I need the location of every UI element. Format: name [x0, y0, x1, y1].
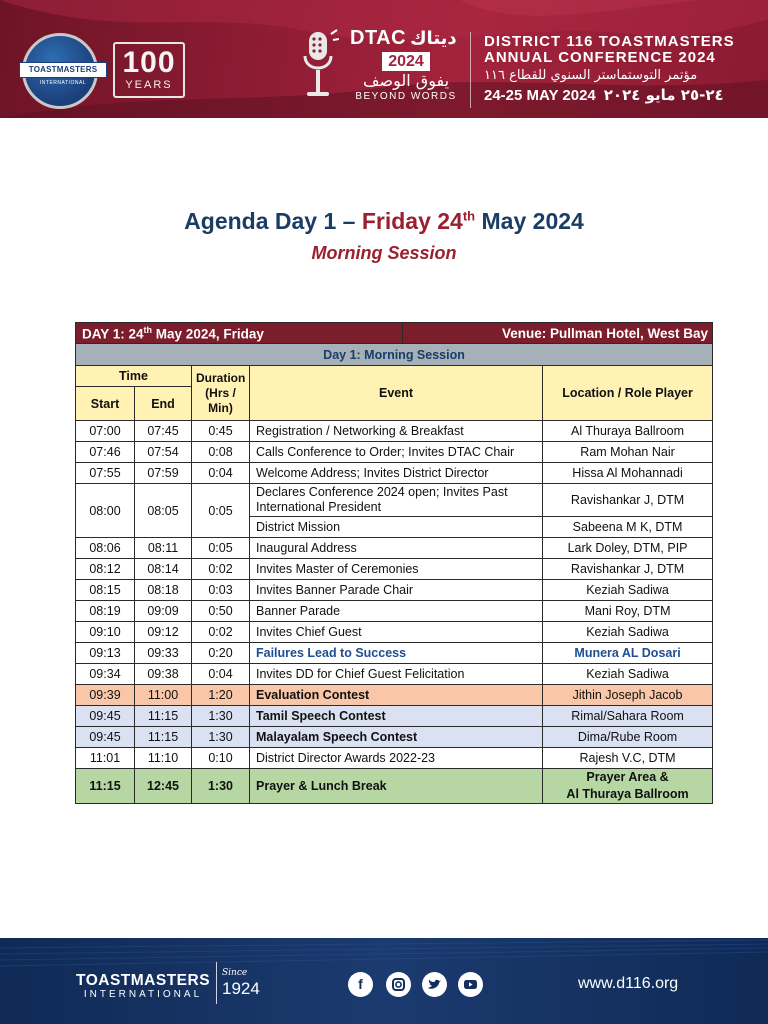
cell-duration: 0:04	[192, 664, 250, 685]
cell-start: 09:13	[76, 643, 135, 664]
header-start: Start	[76, 387, 135, 421]
session-label: Day 1: Morning Session	[76, 344, 713, 366]
cell-start: 09:39	[76, 685, 135, 706]
dtac-name-ar: ديتاك	[410, 28, 457, 49]
cell-start: 08:15	[76, 580, 135, 601]
page-subtitle: Morning Session	[311, 243, 457, 263]
conference-arabic: مؤتمر التوستماستر السنوي للقطاع ١١٦	[484, 68, 698, 83]
title-rest: May 2024	[475, 208, 584, 234]
header-duration-unit: (Hrs / Min)	[205, 385, 236, 415]
cell-event: Invites Chief Guest	[250, 622, 543, 643]
agenda-table	[75, 322, 713, 804]
cell-duration: 0:45	[192, 421, 250, 442]
cell-role: Al Thuraya Ballroom	[543, 421, 713, 442]
cell-role: Keziah Sadiwa	[543, 664, 713, 685]
cell-duration: 0:20	[192, 643, 250, 664]
cell-role: Lark Doley, DTM, PIP	[543, 538, 713, 559]
cell-duration: 1:30	[192, 727, 250, 748]
table-row	[76, 727, 713, 748]
since-year: 1924	[222, 979, 260, 998]
cell-start: 11:15	[76, 769, 135, 804]
cell-end: 07:45	[135, 421, 192, 442]
cell-event: Declares Conference 2024 open; Invites Past International President	[250, 484, 543, 517]
twitter-icon[interactable]	[422, 972, 447, 997]
cell-event: Failures Lead to Success	[250, 643, 543, 664]
cell-event: Banner Parade	[250, 601, 543, 622]
cell-duration: 0:50	[192, 601, 250, 622]
cell-event: Invites DD for Chief Guest Felicitation	[250, 664, 543, 685]
cell-role: Mani Roy, DTM	[543, 601, 713, 622]
toastmasters-globe-logo	[22, 33, 98, 109]
cell-duration: 0:02	[192, 559, 250, 580]
cell-event: Invites Banner Parade Chair	[250, 580, 543, 601]
dtac-logo	[350, 26, 462, 102]
cell-duration: 0:05	[192, 538, 250, 559]
cell-end: 08:11	[135, 538, 192, 559]
cell-role: Dima/Rube Room	[543, 727, 713, 748]
cell-event: Tamil Speech Contest	[250, 706, 543, 727]
logo-band-text: TOASTMASTERS	[19, 62, 107, 78]
cell-duration: 0:05	[192, 484, 250, 538]
table-row	[76, 538, 713, 559]
cell-start: 07:46	[76, 442, 135, 463]
cell-event: Inaugural Address	[250, 538, 543, 559]
cell-start: 07:55	[76, 463, 135, 484]
table-row	[76, 421, 713, 442]
cell-end: 11:10	[135, 748, 192, 769]
conference-info	[484, 34, 764, 105]
header-duration-label: Duration	[196, 370, 246, 385]
years-label: YEARS	[125, 79, 173, 91]
cell-duration: 0:04	[192, 463, 250, 484]
cell-end: 12:45	[135, 769, 192, 804]
header-banner	[0, 0, 768, 118]
cell-event: Calls Conference to Order; Invites DTAC Chair	[250, 442, 543, 463]
table-row	[76, 643, 713, 664]
conference-line1: DISTRICT 116 TOASTMASTERS	[484, 33, 735, 50]
tagline-ar: يفوق الوصف	[362, 71, 450, 90]
header-divider	[470, 32, 471, 108]
cell-role: Rajesh V.C, DTM	[543, 748, 713, 769]
cell-start: 08:19	[76, 601, 135, 622]
table-row	[76, 463, 713, 484]
cell-duration: 0:03	[192, 580, 250, 601]
tagline: BEYOND WORDS	[355, 91, 457, 102]
cell-end: 09:12	[135, 622, 192, 643]
cell-role	[543, 769, 713, 804]
page-title	[0, 208, 768, 235]
since-label: Since	[222, 968, 248, 978]
logo-sub-text: INTERNATIONAL	[39, 80, 87, 86]
footer-url[interactable]: www.d116.org	[578, 975, 679, 992]
cell-end: 08:14	[135, 559, 192, 580]
cell-event: Prayer & Lunch Break	[250, 769, 543, 804]
cell-start: 07:00	[76, 421, 135, 442]
cell-start: 09:45	[76, 706, 135, 727]
table-row	[76, 706, 713, 727]
cell-event: Welcome Address; Invites District Director	[250, 463, 543, 484]
cell-start: 08:06	[76, 538, 135, 559]
cell-duration: 1:30	[192, 706, 250, 727]
facebook-icon[interactable]: f	[348, 972, 373, 997]
day-label	[76, 323, 403, 344]
cell-event: District Director Awards 2022-23	[250, 748, 543, 769]
cell-role: Ravishankar J, DTM	[543, 484, 713, 517]
footer-brand-sub: INTERNATIONAL	[83, 989, 203, 1000]
cell-role: Keziah Sadiwa	[543, 622, 713, 643]
header-event: Event	[250, 366, 543, 421]
cell-role: Keziah Sadiwa	[543, 580, 713, 601]
cell-start: 11:01	[76, 748, 135, 769]
dtac-name: DTAC	[350, 27, 407, 49]
conference-line2: ANNUAL CONFERENCE 2024	[484, 49, 716, 66]
cell-start: 09:10	[76, 622, 135, 643]
footer-divider	[216, 962, 217, 1004]
cell-event: Malayalam Speech Contest	[250, 727, 543, 748]
conference-dates: 24-25 MAY 2024	[484, 87, 596, 104]
cell-start: 08:12	[76, 559, 135, 580]
cell-event: Evaluation Contest	[250, 685, 543, 706]
cell-event: District Mission	[250, 517, 543, 538]
table-row	[76, 484, 713, 517]
footer-since	[222, 968, 260, 999]
cell-event: Invites Master of Ceremonies	[250, 559, 543, 580]
cell-end: 09:33	[135, 643, 192, 664]
title-sup: th	[462, 208, 476, 224]
cell-start: 09:45	[76, 727, 135, 748]
conference-dates-ar: ٢٤-٢٥ مايو ٢٠٢٤	[603, 86, 724, 104]
title-day: Friday 24	[361, 208, 463, 234]
table-row	[76, 622, 713, 643]
title-prefix: Agenda Day 1 –	[184, 208, 362, 234]
instagram-icon[interactable]	[386, 972, 411, 997]
day-label-pre: DAY 1: 24	[82, 326, 144, 342]
cell-role: Rimal/Sahara Room	[543, 706, 713, 727]
cell-start: 08:00	[76, 484, 135, 538]
cell-event: Registration / Networking & Breakfast	[250, 421, 543, 442]
table-row	[76, 442, 713, 463]
cell-end: 09:09	[135, 601, 192, 622]
cell-end: 09:38	[135, 664, 192, 685]
cell-end: 08:18	[135, 580, 192, 601]
cell-duration: 1:30	[192, 769, 250, 804]
table-row	[76, 748, 713, 769]
cell-end: 08:05	[135, 484, 192, 538]
cell-role: Jithin Joseph Jacob	[543, 685, 713, 706]
cell-end: 11:00	[135, 685, 192, 706]
cell-end: 11:15	[135, 727, 192, 748]
venue-label: Venue: Pullman Hotel, West Bay	[403, 323, 713, 344]
cell-role: Munera AL Dosari	[543, 643, 713, 664]
day-label-sup: th	[143, 324, 153, 335]
cell-duration: 1:20	[192, 685, 250, 706]
cell-end: 07:59	[135, 463, 192, 484]
cell-role: Ram Mohan Nair	[543, 442, 713, 463]
table-row	[76, 685, 713, 706]
cell-end: 07:54	[135, 442, 192, 463]
cell-role: Hissa Al Mohannadi	[543, 463, 713, 484]
table-row	[76, 559, 713, 580]
table-row	[76, 664, 713, 685]
microphone-icon	[303, 28, 339, 106]
header-role: Location / Role Player	[543, 366, 713, 421]
dtac-year: 2024	[382, 52, 430, 71]
youtube-icon[interactable]	[458, 972, 483, 997]
cell-role-line1: Prayer Area &	[586, 770, 669, 784]
table-row	[76, 601, 713, 622]
cell-duration: 0:10	[192, 748, 250, 769]
table-row	[76, 580, 713, 601]
footer-brand	[76, 973, 210, 1001]
day-label-post: May 2024, Friday	[152, 326, 264, 342]
cell-end: 11:15	[135, 706, 192, 727]
table-row	[76, 769, 713, 804]
day-row	[76, 323, 713, 344]
cell-start: 09:34	[76, 664, 135, 685]
cell-duration: 0:08	[192, 442, 250, 463]
header-end: End	[135, 387, 192, 421]
cell-duration: 0:02	[192, 622, 250, 643]
cell-role: Sabeena M K, DTM	[543, 517, 713, 538]
header-row-1	[76, 366, 713, 387]
footer-brand-name: TOASTMASTERS	[76, 972, 211, 989]
cell-role-line2: Al Thuraya Ballroom	[566, 787, 689, 801]
years-number: 100	[122, 46, 176, 79]
100-years-badge	[113, 42, 185, 98]
session-row	[76, 344, 713, 366]
header-time: Time	[76, 366, 192, 387]
cell-role: Ravishankar J, DTM	[543, 559, 713, 580]
header-duration	[192, 366, 250, 421]
